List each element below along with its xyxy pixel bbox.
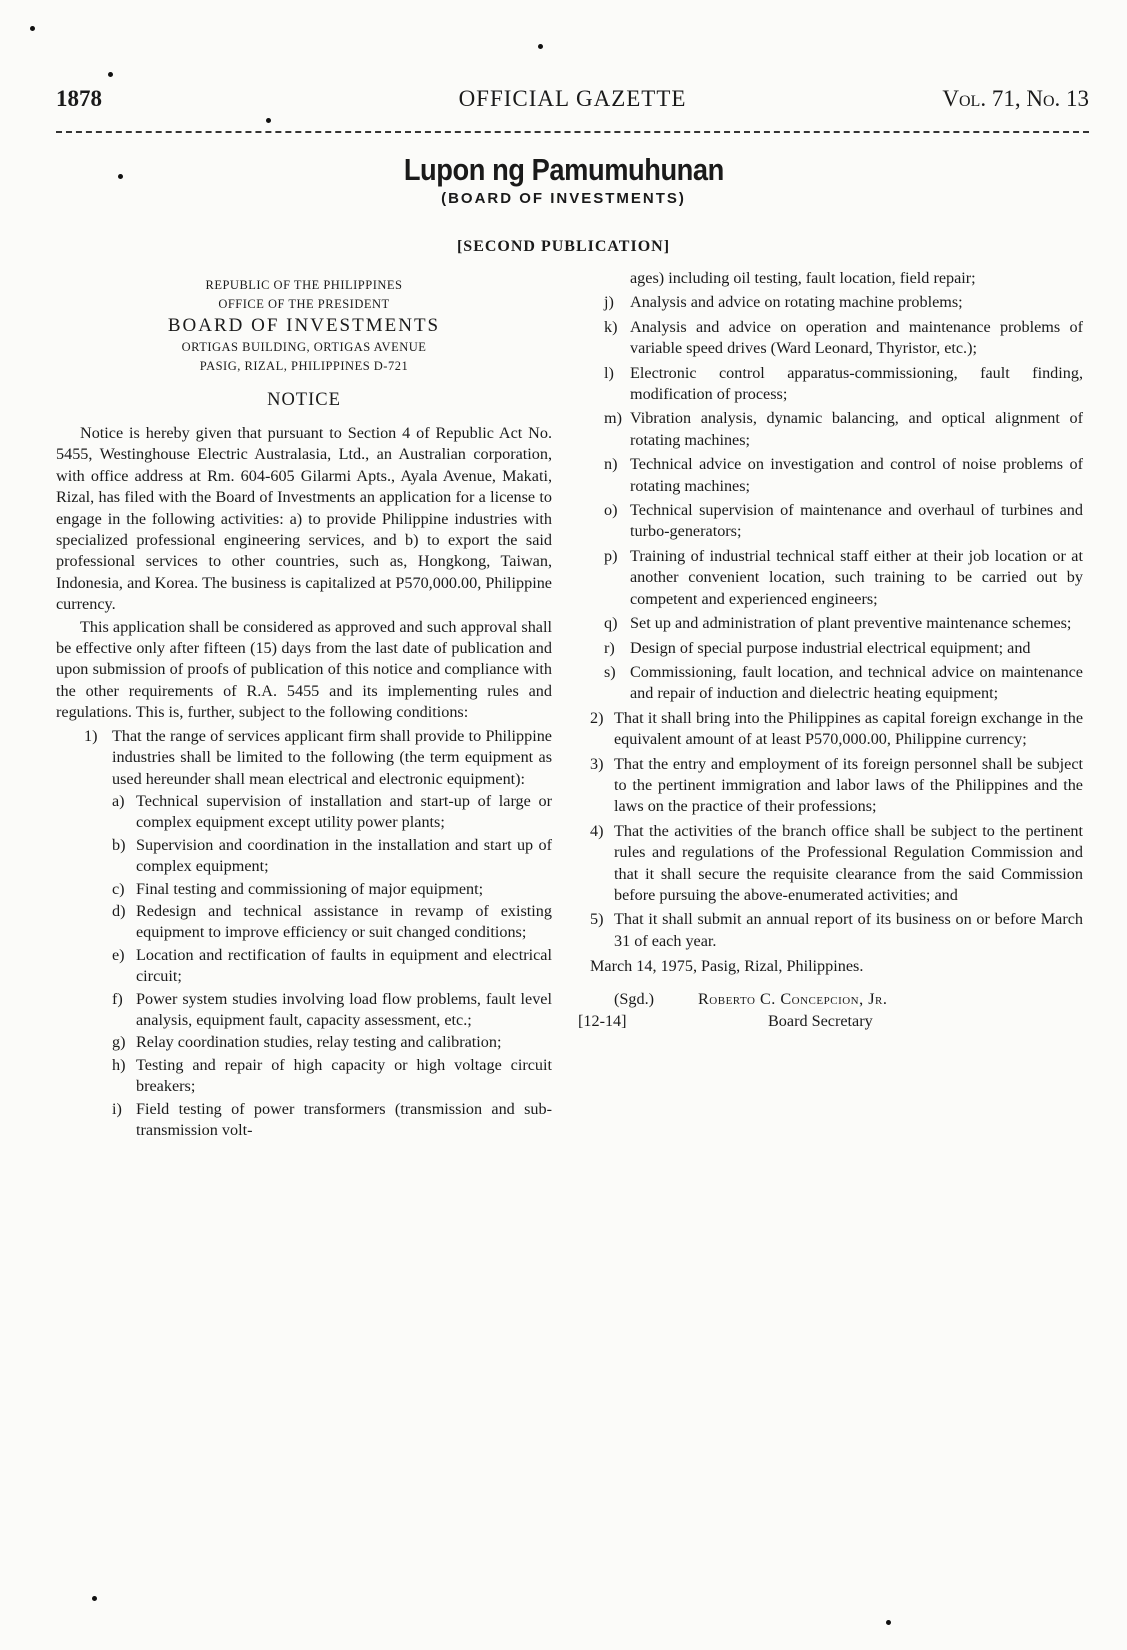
agency-tagalog-name: Lupon ng Pamumuhunan [403,152,724,187]
agency-english-name: (BOARD OF INVESTMENTS) [441,190,686,207]
service-letter: d) [112,901,126,920]
signatory-title: Board Secretary [768,1012,873,1031]
address-line: PASIG, RIZAL, PHILIPPINES D-721 [199,359,409,373]
service-text: Analysis and advice on rotating machine problems; [630,293,963,312]
service-text: Relay coordination studies, relay testing and calibration; [136,1033,502,1052]
service-letter: k) [604,317,618,336]
service-item [56,1099,552,1142]
signatory-name: Roberto C. Concepcion, Jr. [698,990,888,1009]
publication-title: OFFICIAL GAZETTE [458,86,687,111]
condition-item [590,708,1083,751]
service-item [56,901,552,944]
address-line: REPUBLIC OF THE PHILIPPINES [205,278,403,292]
service-item [590,454,1083,497]
condition-item [590,821,1083,907]
condition-text: That it shall submit an annual report of its business on or before March 31 of each year. [614,910,1083,950]
scan-speck [886,1620,891,1625]
volume-number: Vol. 71, No. 13 [942,86,1089,111]
notice-address-block [56,276,552,376]
service-letter: b) [112,835,126,854]
scan-speck [92,1596,97,1601]
service-text: Location and rectification of faults in equipment and electrical circuit; [136,945,552,986]
page-number: 1878 [56,86,102,111]
service-letter: f) [112,989,123,1008]
service-text: Analysis and advice on operation and maintenance problems of variable speed drives (Ward Leonard, Thyristor, etc.); [630,317,1083,358]
left-column [56,276,552,1141]
service-item [590,638,1083,659]
service-letter: m) [604,409,622,428]
services-list-continued [590,268,1083,952]
service-text: Technical supervision of maintenance and overhaul of turbines and turbo-generators; [630,501,1083,541]
service-letter: j) [604,293,614,312]
issue-reference: [12-14] [578,1012,627,1031]
service-letter: r) [604,638,615,657]
agency-heading [0,152,1127,207]
notice-paragraph: This application shall be considered as approved and such approval shall be effective only after fifteen (15) days from the last date of publication and upon submission of proofs of publication of this notice and compliance with the other requirements of R.A. 5455 and its implementing rules and regulations. This is, further, subject to the following conditions: [56,617,552,722]
service-item [590,317,1083,360]
service-letter: p) [604,546,618,565]
publication-note: [SECOND PUBLICATION] [456,238,671,255]
service-item [590,363,1083,406]
service-text: ages) including oil testing, fault location, field repair; [630,269,976,287]
service-text: Training of industrial technical staff either at their job location or at another convenient location, such training to be carried out by competent and experienced engineers; [630,546,1083,608]
service-letter: s) [604,662,616,681]
condition-item [56,726,552,790]
service-letter: e) [112,945,125,964]
service-item [56,989,552,1032]
service-item [56,835,552,878]
notice-paragraph: Notice is hereby given that pursuant to Section 4 of Republic Act No. 5455, Westinghouse Electric Australasia, Ltd., an Australian corporation, with office address at Rm. 604-605 Gilarmi Apts., Ayala Avenue, Makati, Rizal, has filed with the Board of Investments an application for a license to engage in the following activities: a) to provide Philippine industries with specialized professional engineering services, and b) to export the said professional services to other countries, such as, Hongkong, Taiwan, Indonesia, and Korea. The business is capitalized at P570,000.00, Philippine currency. [56,424,552,614]
service-item-continuation [590,268,1083,289]
signed-mark: (Sgd.) [614,990,655,1009]
address-line: OFFICE OF THE PRESIDENT [218,297,390,311]
condition-text: That the range of services applicant firm shall provide to Philippine industries shall be limited to the following (the term equipment as used hereunder shall mean electrical and electronic equipment): [112,726,552,788]
service-letter: n) [604,455,618,474]
scan-speck [108,72,113,77]
service-text: Commissioning, fault location, and technical advice on maintenance and repair of induction and dielectric heating equipment; [630,662,1083,703]
address-line-board: BOARD OF INVESTMENTS [167,315,441,336]
service-text: Technical advice on investigation and control of noise problems of rotating machines; [630,455,1083,495]
service-item [56,1032,552,1053]
scan-speck [538,44,543,49]
condition-number: 5) [590,910,604,929]
service-text: Redesign and technical assistance in revamp of existing equipment to improve efficiency or suit changed conditions; [136,901,552,942]
condition-number: 4) [590,821,604,840]
condition-number: 1) [84,726,98,745]
condition-item [590,754,1083,818]
service-item [56,879,552,900]
service-text: Set up and administration of plant preventive maintenance schemes; [630,614,1072,633]
service-item [56,791,552,834]
service-item [590,408,1083,451]
service-text: Vibration analysis, dynamic balancing, and optical alignment of rotating machines; [630,409,1083,449]
condition-number: 3) [590,754,604,773]
service-text: Power system studies involving load flow problems, fault level analysis, equipment fault, capacity assessment, etc.; [136,989,552,1029]
service-text: Final testing and commissioning of major equipment; [136,879,484,898]
service-text: Supervision and coordination in the installation and start up of complex equipment; [136,835,552,876]
right-column [578,268,1083,1037]
service-letter: g) [112,1033,126,1052]
service-text: Testing and repair of high capacity or high voltage circuit breakers; [136,1055,552,1096]
condition-number: 2) [590,708,604,727]
header-rule [56,131,1089,133]
conditions-list [56,726,552,1142]
service-item [590,613,1083,634]
service-text: Field testing of power transformers (transmission and sub-transmission volt- [136,1099,552,1139]
notice-title: NOTICE [267,390,341,410]
condition-text: That the activities of the branch office shall be subject to the pertinent rules and regulations of the Professional Regulation Commission and that it shall secure the requisite clearance from the said Commission before pursuing the above-enumerated activities; and [614,821,1083,904]
service-text: Design of special purpose industrial electrical equipment; and [630,638,1031,657]
address-line: ORTIGAS BUILDING, ORTIGAS AVENUE [181,340,427,354]
service-letter: h) [112,1055,126,1074]
service-item [56,945,552,988]
condition-text: That it shall bring into the Philippines as capital foreign exchange in the equivalent amount of at least P570,000.00, Philippine currency; [614,708,1083,749]
service-letter: c) [112,879,125,898]
service-letter: a) [112,791,125,810]
scan-speck [30,26,35,31]
service-item [590,546,1083,610]
running-header [56,86,1089,122]
date-place-line: March 14, 1975, Pasig, Rizal, Philippines. [590,957,864,976]
service-letter: i) [112,1099,122,1118]
service-item [590,500,1083,543]
service-letter: o) [604,501,618,520]
service-item [590,662,1083,705]
service-letter: l) [604,363,614,382]
service-letter: q) [604,614,618,633]
service-text: Electronic control apparatus-commissioning, fault finding, modification of process; [630,363,1083,404]
service-item [56,1055,552,1098]
scan-speck [118,174,123,179]
condition-item [590,909,1083,952]
service-text: Technical supervision of installation and start-up of large or complex equipment except utility power plants; [136,791,552,832]
service-item [590,292,1083,313]
scan-speck [266,118,271,123]
signature-block [578,989,1083,1037]
condition-text: That the entry and employment of its foreign personnel shall be subject to the pertinent immigration and labor laws of the Philippines and the laws on the practice of their professions; [614,754,1083,816]
